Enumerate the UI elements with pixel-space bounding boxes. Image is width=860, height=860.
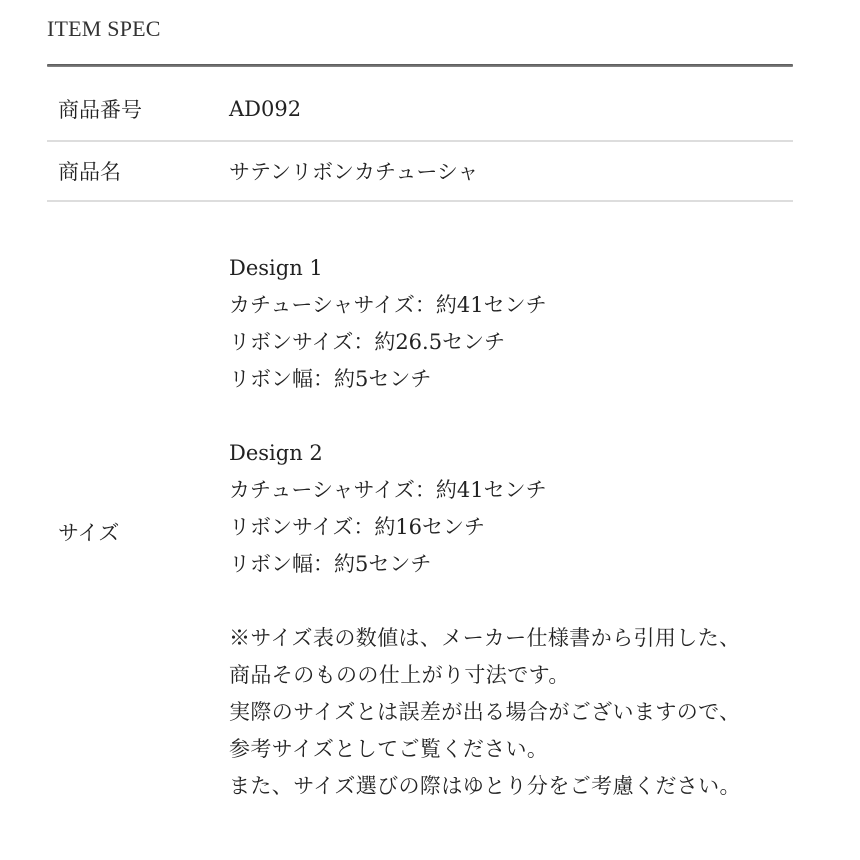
item-number-label: 商品番号 [58, 97, 142, 122]
spec-row-size [47, 202, 793, 805]
size-note-allowance: また、サイズ選びの際はゆとり分をご考慮ください。 [229, 774, 741, 798]
spacer [229, 398, 754, 435]
item-number-value: AD092 [229, 96, 302, 121]
design1-headband-size: カチューシャサイズ：約41センチ [229, 293, 547, 317]
item-name-label: 商品名 [58, 160, 121, 184]
design2-heading: Design 2 [229, 441, 323, 465]
section-title: ITEM SPEC [47, 16, 161, 41]
spacer [229, 583, 754, 620]
design2-ribbon-width: リボン幅：約5センチ [229, 552, 432, 576]
spec-table [47, 77, 793, 805]
size-note-variance: 実際のサイズとは誤差が出る場合がございますので、参考サイズとしてご覧ください。 [229, 700, 741, 761]
spec-row-item-number [47, 77, 793, 142]
spec-row-item-name [47, 142, 793, 202]
size-note-source: ※サイズ表の数値は、メーカー仕様書から引用した、商品そのものの仕上がり寸法です。 [229, 626, 741, 687]
design2-ribbon-size: リボンサイズ：約16センチ [229, 515, 486, 539]
size-details [229, 250, 754, 805]
design1-ribbon-width: リボン幅：約5センチ [229, 367, 432, 391]
design2-headband-size: カチューシャサイズ：約41センチ [229, 478, 547, 502]
design1-ribbon-size: リボンサイズ：約26.5センチ [229, 330, 506, 354]
item-name-value: サテンリボンカチューシャ [229, 160, 479, 184]
size-label: サイズ [58, 520, 120, 545]
title-divider [47, 64, 793, 67]
design1-heading: Design 1 [229, 256, 323, 280]
